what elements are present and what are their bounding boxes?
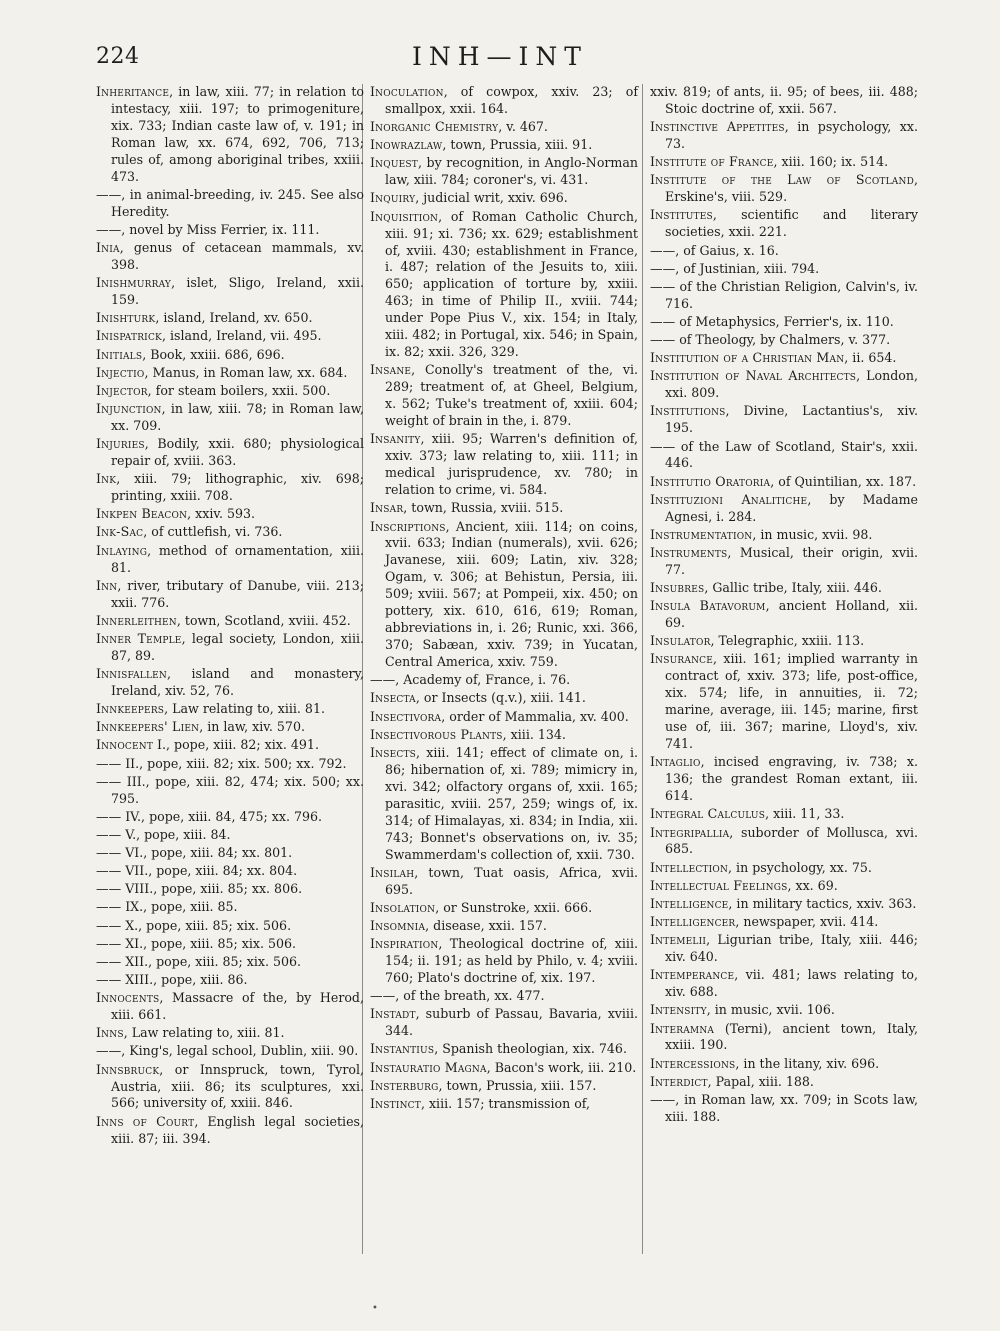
index-entry: [370, 745, 638, 864]
index-entry: [96, 881, 364, 898]
entry-text: , Gallic tribe, Italy, xiii. 446.: [704, 580, 882, 596]
index-entry: [96, 506, 364, 523]
index-entry: [96, 84, 364, 186]
index-entry: [96, 1062, 364, 1113]
entry-headword: Insar: [370, 500, 404, 516]
index-entry: [96, 1043, 364, 1060]
entry-text: , vii. 481; laws relating to, xiv. 688.: [665, 967, 918, 1000]
index-entry: [650, 651, 918, 753]
entry-text: (Terni), ancient town, Italy, xxiii. 190.: [665, 1020, 918, 1053]
entry-text: —— of Theology, by Chalmers, v. 377.: [650, 332, 891, 348]
entry-text: —— of the Law of Scotland, Stair's, xxii. 446.: [650, 438, 918, 471]
index-entry: [96, 187, 364, 221]
entry-headword: Insects: [370, 744, 417, 760]
index-entry: [650, 1092, 918, 1126]
index-entry: [96, 666, 364, 700]
column-rule: [642, 84, 643, 1254]
index-entry: [96, 827, 364, 844]
entry-headword: Insula Batavorum: [650, 598, 766, 614]
entry-headword: Institution of Naval Architects: [650, 368, 857, 384]
entry-text: —— VII., pope, xiii. 84; xx. 804.: [96, 863, 298, 879]
index-entry: [96, 383, 364, 400]
index-entry: [96, 954, 364, 971]
index-entry: [650, 545, 918, 579]
index-entry: [96, 918, 364, 935]
index-entry: [96, 436, 364, 470]
index-entry: [370, 1096, 638, 1113]
index-entry: [96, 845, 364, 862]
entry-text: , Telegraphic, xxiii. 113.: [710, 633, 865, 649]
entry-headword: Instrumentation: [650, 526, 753, 542]
entry-headword: Injectio: [96, 364, 145, 380]
entry-headword: Innisfallen: [96, 666, 168, 682]
entry-headword: Inheritance: [96, 84, 170, 99]
entry-headword: Inishmurray: [96, 275, 172, 291]
index-entry: [96, 863, 364, 880]
entry-text: , of cuttlefish, vi. 736.: [143, 524, 283, 540]
index-entry: [96, 809, 364, 826]
index-entry: [370, 690, 638, 707]
entry-headword: Inowrazlaw: [370, 137, 443, 153]
entry-text: —— X., pope, xiii. 85; xix. 506.: [96, 917, 292, 933]
index-entry: [96, 578, 364, 612]
entry-headword: Insolation: [370, 899, 436, 915]
entry-text: —— VI., pope, xiii. 84; xx. 801.: [96, 845, 293, 861]
entry-text: , in law, xiv. 570.: [199, 719, 305, 735]
index-entry: [370, 1041, 638, 1058]
index-entry: [96, 543, 364, 577]
index-entry: [650, 332, 918, 349]
entry-headword: Inispatrick: [96, 328, 162, 344]
entry-headword: Inorganic Chemistry: [370, 119, 499, 135]
entry-headword: Institution of a Christian Man: [650, 350, 845, 366]
entry-text: , Law relating to, xiii. 81.: [164, 701, 325, 717]
entry-text: , genus of cetacean mammals, xv. 398.: [111, 240, 364, 273]
entry-headword: Inns: [96, 1025, 124, 1041]
index-entry: [96, 899, 364, 916]
entry-text: —— of Metaphysics, Ferrier's, ix. 110.: [650, 313, 894, 329]
entry-headword: Injunction: [96, 401, 162, 417]
index-entry: [650, 806, 918, 823]
entry-headword: Insubres: [650, 580, 705, 596]
entry-text: , in psychology, xx. 75.: [728, 859, 872, 875]
index-entry: [370, 918, 638, 935]
index-entry: [96, 365, 364, 382]
entry-text: , ii. 654.: [844, 350, 897, 366]
entry-headword: Innkeepers' Lien: [96, 719, 200, 735]
entry-text: —— of the Christian Religion, Calvin's, iv. 716.: [650, 278, 918, 311]
entry-text: ——, in animal-breeding, iv. 245. See also Heredity.: [96, 186, 364, 219]
entry-text: , in law, xiii. 78; in Roman law, xx. 709.: [111, 401, 364, 433]
entry-text: , town, Russia, xviii. 515.: [403, 500, 564, 516]
index-entry: [370, 155, 638, 189]
entry-headword: Inn: [96, 577, 118, 593]
index-column-3: [650, 84, 918, 1127]
entry-headword: Ink-Sac: [96, 524, 144, 540]
entry-text: ——, novel by Miss Ferrier, ix. 111.: [96, 222, 320, 237]
entry-text: , town, Tuat oasis, Africa, xvii. 695.: [385, 864, 638, 897]
index-entry: [96, 631, 364, 665]
entry-headword: Insilah: [370, 864, 415, 880]
entry-headword: Inspiration: [370, 936, 439, 952]
index-entry: [650, 119, 918, 153]
index-entry: [370, 865, 638, 899]
entry-headword: Inia: [96, 240, 120, 256]
margin-mark: •: [372, 1303, 378, 1314]
entry-headword: Injector: [96, 382, 148, 398]
entry-text: , xx. 69.: [787, 877, 838, 893]
entry-headword: Insurance: [650, 651, 714, 667]
index-entry: [96, 701, 364, 718]
entry-text: , London, xxi. 809.: [665, 368, 918, 401]
index-entry: [370, 709, 638, 726]
entry-headword: Inishturk: [96, 310, 156, 326]
index-entry: [96, 990, 364, 1024]
index-column-1: [96, 84, 364, 1149]
index-entry: [650, 368, 918, 402]
entry-text: , Theological doctrine of, xiii. 154; ii. 191; as held by Philo, v. 4; xviii. 760; Plato's doctrine of, xix. 197.: [385, 936, 638, 985]
index-entry: [650, 598, 918, 632]
entry-text: , ancient Holland, xii. 69.: [665, 598, 918, 631]
entry-text: , xiii. 161; implied warranty in contract of, xxiv. 373; life, post-office, xix. 574; life, in annuities, ii. 72; marine, average, iii. 145; marine, first use of, iii. 367; marine, Lloyd's, xiv. 741.: [665, 651, 918, 752]
entry-text: , of cowpox, xxiv. 23; of smallpox, xxii. 164.: [385, 84, 638, 116]
entry-headword: Innkeepers: [96, 701, 165, 717]
entry-text: , or Innspruck, town, Tyrol, Austria, xiii. 86; its sculptures, xxi. 566; university of, xxiii. 846.: [111, 1061, 364, 1111]
index-column-2: [370, 84, 638, 1114]
entry-text: —— IX., pope, xiii. 85.: [96, 899, 238, 915]
entry-text: , Law relating to, xiii. 81.: [123, 1025, 285, 1041]
index-entry: [650, 314, 918, 331]
entry-headword: Instantius: [370, 1041, 435, 1057]
entry-headword: Institute of France: [650, 154, 774, 170]
index-entry: [96, 240, 364, 274]
entry-text: , or Sunstroke, xxii. 666.: [435, 899, 593, 915]
entry-headword: Intelligencer: [650, 914, 736, 930]
entry-headword: Ink: [96, 471, 117, 487]
entry-headword: Institute of the Law of Scotland: [650, 172, 914, 188]
entry-text: , Bacon's work, iii. 210.: [486, 1059, 637, 1075]
index-entry: [370, 119, 638, 136]
entry-text: , for steam boilers, xxii. 500.: [147, 382, 331, 398]
entry-headword: Interamna: [650, 1020, 715, 1036]
entry-text: ——, Academy of, France, i. 76.: [370, 672, 571, 688]
index-entry: [370, 1078, 638, 1095]
entry-text: , Musical, their origin, xvii. 77.: [665, 544, 918, 577]
index-entry: [96, 1114, 364, 1148]
entry-headword: Instadt: [370, 1006, 416, 1022]
entry-text: , Divine, Lactantius's, xiv. 195.: [665, 403, 918, 436]
index-entry: [650, 896, 918, 913]
entry-text: —— XIII., pope, xiii. 86.: [96, 972, 248, 988]
index-entry: [370, 900, 638, 917]
entry-headword: Insulator: [650, 633, 711, 649]
entry-text: , of Quintilian, xx. 187.: [770, 473, 917, 489]
entry-text: , method of ornamentation, xiii. 81.: [111, 542, 364, 575]
entry-text: , v. 467.: [498, 119, 548, 135]
entry-text: , xiii. 157; transmission of,: [420, 1095, 591, 1111]
index-entry: [370, 672, 638, 689]
index-entry: [650, 350, 918, 367]
entry-text: , xiii. 11, 33.: [765, 806, 845, 822]
index-entry: [650, 403, 918, 437]
index-entry: [650, 492, 918, 526]
entry-text: , suborder of Mollusca, xvi. 685.: [665, 824, 918, 857]
entry-headword: Injuries: [96, 436, 145, 452]
index-entry: [96, 1025, 364, 1042]
entry-headword: Intellection: [650, 859, 729, 875]
entry-text: , xiii. 160; ix. 514.: [773, 154, 889, 170]
entry-headword: Innerleithen: [96, 612, 177, 628]
index-entry: [96, 524, 364, 541]
entry-text: , Bodily, xxii. 680; physiological repair of, xviii. 363.: [111, 436, 364, 469]
entry-text: , or Insects (q.v.), xiii. 141.: [415, 690, 586, 706]
entry-text: , Spanish theologian, xix. 746.: [434, 1041, 627, 1057]
index-entry: [370, 362, 638, 430]
index-entry: [370, 988, 638, 1005]
index-entry: [650, 860, 918, 877]
entry-text: , island, Ireland, vii. 495.: [161, 328, 322, 344]
entry-headword: Interdict: [650, 1073, 708, 1089]
entry-text: , in psychology, xx. 73.: [665, 119, 918, 152]
entry-headword: Insomnia: [370, 917, 426, 933]
index-entry: [650, 172, 918, 206]
entry-text: —— VIII., pope, xiii. 85; xx. 806.: [96, 881, 303, 897]
entry-text: , town, Scotland, xviii. 452.: [176, 612, 351, 628]
entry-text: ——, of Justinian, xiii. 794.: [650, 260, 820, 276]
index-entry: [650, 207, 918, 241]
entry-headword: Instituzioni Analitiche: [650, 491, 808, 507]
index-entry: [650, 261, 918, 278]
entry-text: , in music, xvii. 98.: [752, 526, 873, 542]
index-entry: [96, 275, 364, 309]
entry-text: , by Madame Agnesi, i. 284.: [665, 491, 918, 524]
entry-headword: Inner Temple: [96, 630, 182, 646]
entry-headword: Inscriptions: [370, 518, 446, 534]
entry-headword: Innocents: [96, 990, 160, 1006]
entry-text: , Book, xxiii. 686, 696.: [142, 346, 285, 362]
index-entry: [650, 1056, 918, 1073]
running-head: INH—INT: [412, 42, 588, 71]
index-entry: [96, 310, 364, 327]
index-entry: [650, 754, 918, 805]
entry-text: , English legal societies, xiii. 87; iii. 394.: [111, 1113, 364, 1146]
index-entry: [650, 243, 918, 260]
entry-headword: Inkpen Beacon: [96, 506, 188, 522]
entry-text: , town, Prussia, xiii. 157.: [438, 1077, 597, 1093]
entry-headword: Insane: [370, 362, 412, 378]
entry-text: , island, Ireland, xv. 650.: [155, 310, 313, 326]
index-entry: [370, 500, 638, 517]
entry-text: , in military tactics, xxiv. 363.: [728, 895, 917, 911]
entry-text: , Papal, xiii. 188.: [707, 1073, 814, 1089]
entry-headword: Integral Calculus: [650, 806, 766, 822]
index-entry: [650, 932, 918, 966]
index-entry: [650, 1021, 918, 1055]
entry-text: ——, in Roman law, xx. 709; in Scots law, xiii. 188.: [650, 1091, 918, 1124]
index-entry: [96, 972, 364, 989]
entry-text: , in law, xiii. 77; in relation to intestacy, xiii. 197; to primogeniture, xix. 733; Indian caste law of, v. 191; in Roman law, xx. 674, 692, 706, 713; rules of, among aboriginal tribes, xxiii. 473.: [111, 84, 364, 184]
entry-text: ——, of Gaius, x. 16.: [650, 242, 779, 258]
entry-text: , incised engraving, iv. 738; x. 136; the grandest Roman extant, iii. 614.: [665, 754, 918, 804]
entry-text: , Erskine's, viii. 529.: [665, 172, 918, 205]
page-number: 224: [96, 44, 140, 69]
entry-text: , xxiv. 593.: [187, 506, 256, 522]
entry-headword: Inns of Court: [96, 1113, 195, 1129]
entry-text: I., pope, xiii. 82; xix. 491.: [153, 737, 319, 753]
entry-text: , xiii. 95; Warren's definition of, xxiv. 373; law relating to, xiii. 111; in medical jurisprudence, xv. 780; in relation to crime, vi. 584.: [385, 431, 638, 498]
entry-headword: Integripallia: [650, 824, 730, 840]
entry-text: , in music, xvii. 106.: [706, 1002, 835, 1018]
index-entry: [650, 1002, 918, 1019]
entry-headword: Intemperance: [650, 967, 735, 983]
index-entry: [370, 209, 638, 362]
index-entry: [96, 756, 364, 773]
entry-headword: Instinct: [370, 1095, 421, 1111]
index-entry: [370, 1060, 638, 1077]
index-entry: [96, 347, 364, 364]
entry-text: , Conolly's treatment of the, vi. 289; treatment of, at Gheel, Belgium, x. 562; Tuke's treatment of, xxiii. 604; weight of brain in the, i. 879.: [385, 362, 638, 429]
index-entry: [650, 527, 918, 544]
entry-headword: Insectivora: [370, 708, 442, 724]
entry-headword: Inquiry: [370, 190, 416, 206]
entry-text: , islet, Sligo, Ireland, xxii. 159.: [111, 275, 364, 308]
entry-text: , newspaper, xvii. 414.: [735, 914, 879, 930]
index-entry: [370, 727, 638, 744]
index-entry: [650, 279, 918, 313]
index-entry: [650, 84, 918, 118]
index-entry: [96, 471, 364, 505]
index-entry: [650, 154, 918, 171]
index-entry: [370, 936, 638, 987]
entry-headword: Inquest: [370, 155, 418, 171]
entry-headword: Inlaying: [96, 542, 148, 558]
index-entry: [96, 222, 364, 239]
entry-text: , river, tributary of Danube, viii. 213; xxii. 776.: [111, 577, 364, 610]
entry-headword: Institutio Oratoria: [650, 473, 771, 489]
index-entry: [370, 431, 638, 499]
entry-headword: Intercessions: [650, 1055, 736, 1071]
entry-headword: Insecta: [370, 690, 416, 706]
entry-headword: Intelligence: [650, 895, 729, 911]
entry-text: , of Roman Catholic Church, xiii. 91; xi. 736; xx. 629; establishment of, xviii. 430; establishment in France, i. 487; relation of the Jesuits to, xiii. 650; application of torture by, xxiii. 463; in time of Philip II., xviii. 744; under Pope Pius V., xix. 154; in Italy, xiii. 482; in Portugal, xix. 546; in Spain, ix. 82; xxii. 326, 329.: [385, 208, 638, 360]
entry-text: , by recognition, in Anglo-Norman law, xiii. 784; coroner's, vi. 431.: [385, 155, 638, 188]
entry-text: , order of Mammalia, xv. 400.: [441, 708, 629, 724]
entry-text: —— V., pope, xiii. 84.: [96, 826, 231, 842]
entry-text: —— III., pope, xiii. 82, 474; xix. 500; xx. 795.: [96, 773, 364, 806]
entry-text: , island and monastery, Ireland, xiv. 52, 76.: [111, 666, 364, 698]
index-entry: [370, 1006, 638, 1040]
entry-headword: Instruments: [650, 544, 728, 560]
entry-text: —— IV., pope, xiii. 84, 475; xx. 796.: [96, 808, 322, 824]
entry-headword: Institutes: [650, 207, 713, 223]
index-entry: [650, 967, 918, 1001]
entry-headword: Intaglio: [650, 754, 701, 770]
index-entry: [650, 1074, 918, 1091]
entry-text: —— XI., pope, xiii. 85; xix. 506.: [96, 935, 297, 951]
entry-text: ——, of the breath, xx. 477.: [370, 988, 545, 1004]
entry-headword: Intensity: [650, 1002, 707, 1018]
entry-text: , legal society, London, xiii. 87, 89.: [111, 630, 364, 663]
entry-headword: Innsbruck: [96, 1061, 160, 1077]
index-entry: [96, 936, 364, 953]
entry-headword: Institutions: [650, 403, 726, 419]
entry-headword: Insanity: [370, 431, 421, 447]
index-entry: [650, 474, 918, 491]
entry-text: , Ancient, xiii. 114; on coins, xvii. 633; Indian (numerals), xvii. 626; Javanese, xiii. 609; Latin, xiv. 328; Ogam, v. 306; at Behistun, Persia, iii. 509; xviii. 567; at Pompeii, xix. 450; on pottery, xix. 610, 616, 619; Roman, abbreviations in, i. 26; Runic, xxi. 366, 370; Sabæan, xxiv. 739; in Yucatan, Central America, xxiv. 759.: [385, 518, 638, 670]
index-entry: [96, 328, 364, 345]
entry-headword: Insterburg: [370, 1077, 439, 1093]
entry-headword: Inquisition: [370, 208, 439, 224]
index-entry: [370, 137, 638, 154]
index-entry: [370, 519, 638, 672]
entry-text: , judicial writ, xxiv. 696.: [415, 190, 568, 206]
index-entry: [650, 580, 918, 597]
entry-text: , Massacre of the, by Herod, xiii. 661.: [111, 990, 364, 1023]
entry-text: , disease, xxii. 157.: [425, 917, 547, 933]
index-entry: [96, 719, 364, 736]
index-entry: [650, 633, 918, 650]
index-entry: [650, 914, 918, 931]
entry-headword: Instauratio Magna: [370, 1059, 487, 1075]
entry-headword: Initials: [96, 346, 143, 362]
index-entry: [96, 737, 364, 754]
entry-text: ——, King's, legal school, Dublin, xiii. 90.: [96, 1043, 359, 1059]
index-entry: [650, 439, 918, 473]
entry-text: , suburb of Passau, Bavaria, xviii. 344.: [385, 1006, 638, 1039]
entry-text: , in the litany, xiv. 696.: [735, 1055, 880, 1071]
index-entry: [650, 878, 918, 895]
entry-headword: Inoculation: [370, 84, 444, 99]
entry-text: , Ligurian tribe, Italy, xiii. 446; xiv. 640.: [665, 932, 918, 965]
index-entry: [370, 84, 638, 118]
entry-text: , xiii. 79; lithographic, xiv. 698; printing, xxiii. 708.: [111, 471, 364, 504]
entry-headword: Intellectual Feelings: [650, 877, 788, 893]
index-entry: [96, 401, 364, 435]
entry-text: , xiii. 134.: [502, 726, 566, 742]
entry-text: , Manus, in Roman law, xx. 684.: [144, 364, 348, 380]
entry-text: xxiv. 819; of ants, ii. 95; of bees, iii. 488; Stoic doctrine of, xxii. 567.: [650, 84, 918, 116]
index-entry: [96, 774, 364, 808]
entry-headword: Insectivorous Plants: [370, 726, 503, 742]
index-entry: [650, 825, 918, 859]
index-entry: [370, 190, 638, 207]
entry-headword: Intemelii: [650, 932, 707, 948]
entry-text: , xiii. 141; effect of climate on, i. 86; hibernation of, xi. 789; mimicry in, xvi. 342; olfactory organs of, xxii. 165; parasitic, xviii. 257, 259; wings of, ix. 314; of Himalayas, xi. 834; in India, xii. 743; Bonnet's observations on, iv. 35; Swammerdam's collection of, xxii. 730.: [385, 744, 638, 862]
entry-text: —— II., pope, xiii. 82; xix. 500; xx. 792.: [96, 755, 347, 771]
entry-headword: Innocent: [96, 737, 154, 753]
entry-text: , town, Prussia, xiii. 91.: [442, 137, 593, 153]
entry-text: , scientific and literary societies, xxii. 221.: [665, 207, 918, 240]
entry-headword: Instinctive Appetites: [650, 119, 785, 135]
index-entry: [96, 613, 364, 630]
entry-text: —— XII., pope, xiii. 85; xix. 506.: [96, 953, 302, 969]
